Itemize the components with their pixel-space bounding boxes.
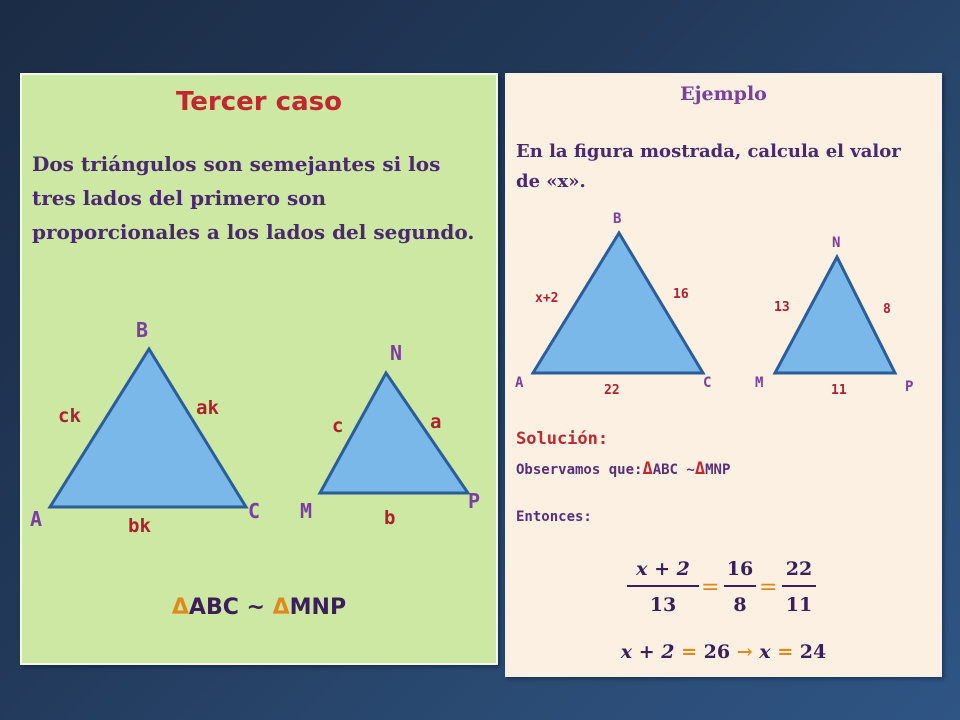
fraction-denominator: 13 [649, 594, 677, 616]
fraction-numerator: 16 [726, 558, 754, 580]
panel-title: Ejemplo [680, 83, 767, 105]
triangle-abc-name: ABC ~ [652, 462, 695, 478]
side-label-a: a [430, 411, 442, 433]
example-triangle-mnp [775, 257, 895, 373]
vertex-label-p: P [905, 379, 914, 395]
side-label-ck: ck [58, 405, 81, 427]
result-lhs: x + 2 [620, 641, 675, 663]
fraction-bar [782, 585, 816, 587]
fraction-2 [724, 557, 756, 617]
fraction-3 [782, 557, 816, 617]
equals-sign: = [674, 641, 704, 663]
triangle-abc-name: ABC ~ [188, 595, 273, 620]
triangle-abc [50, 349, 246, 507]
equals-sign: = [759, 575, 778, 600]
side-label-11: 11 [831, 383, 847, 398]
side-label-b: b [384, 507, 396, 529]
vertex-label-c: C [248, 499, 261, 523]
theory-panel [20, 73, 498, 665]
fraction-numerator: 22 [785, 558, 813, 580]
observation-prefix: Observamos que: [516, 462, 643, 478]
fraction-denominator: 11 [785, 594, 813, 616]
vertex-label-m: M [755, 375, 764, 391]
triangle-mnp-name: MNP [289, 595, 347, 620]
fraction-1 [627, 557, 699, 617]
triangles-diagram [22, 75, 496, 663]
solution-heading: Solución: [516, 429, 609, 449]
fraction-bar [724, 585, 756, 587]
example-triangle-abc [533, 233, 703, 373]
fraction-numerator: x + 2 [636, 558, 690, 580]
delta-symbol: Δ [642, 459, 653, 479]
vertex-label-n: N [390, 341, 403, 365]
observation-line [516, 459, 730, 479]
side-label-ak: ak [196, 397, 219, 419]
fraction-bar [627, 585, 699, 587]
equals-sign: = [701, 575, 720, 600]
triangle-mnp-name: MNP [705, 462, 731, 478]
vertex-label-a: A [30, 507, 43, 531]
delta-symbol: Δ [171, 595, 189, 620]
problem-statement: En la figura mostrada, calcula el valor de «x». [516, 141, 901, 192]
result-value: 26 [703, 641, 731, 663]
vertex-label-n: N [832, 235, 841, 251]
delta-symbol: Δ [694, 459, 706, 479]
side-label-16: 16 [673, 287, 689, 302]
vertex-label-p: P [468, 489, 481, 513]
delta-symbol: Δ [272, 595, 290, 620]
result-equation [507, 641, 940, 663]
side-label-8: 8 [883, 302, 891, 317]
vertex-label-a: A [515, 375, 524, 391]
side-label-13: 13 [774, 300, 790, 315]
side-label-bk: bk [128, 515, 151, 537]
fraction-denominator: 8 [733, 594, 747, 616]
vertex-label-b: B [613, 211, 622, 227]
side-label-22: 22 [604, 383, 620, 398]
equals-sign: = [770, 641, 800, 663]
side-label-c: c [332, 415, 344, 437]
side-label-x-plus-2: x+2 [535, 291, 559, 306]
arrow-icon: → [730, 641, 760, 663]
vertex-label-b: B [136, 318, 149, 342]
example-panel [505, 73, 942, 677]
similarity-statement [22, 595, 496, 620]
panel-title: Tercer caso [176, 87, 342, 117]
vertex-label-m: M [300, 499, 313, 523]
then-label: Entonces: [516, 509, 592, 525]
final-answer: 24 [799, 641, 827, 663]
theorem-text: Dos triángulos son semejantes si los tres lados del primero son proporcionales a los lados del segundo. [32, 152, 475, 244]
variable-x: x [759, 641, 771, 663]
vertex-label-c: C [703, 375, 712, 391]
